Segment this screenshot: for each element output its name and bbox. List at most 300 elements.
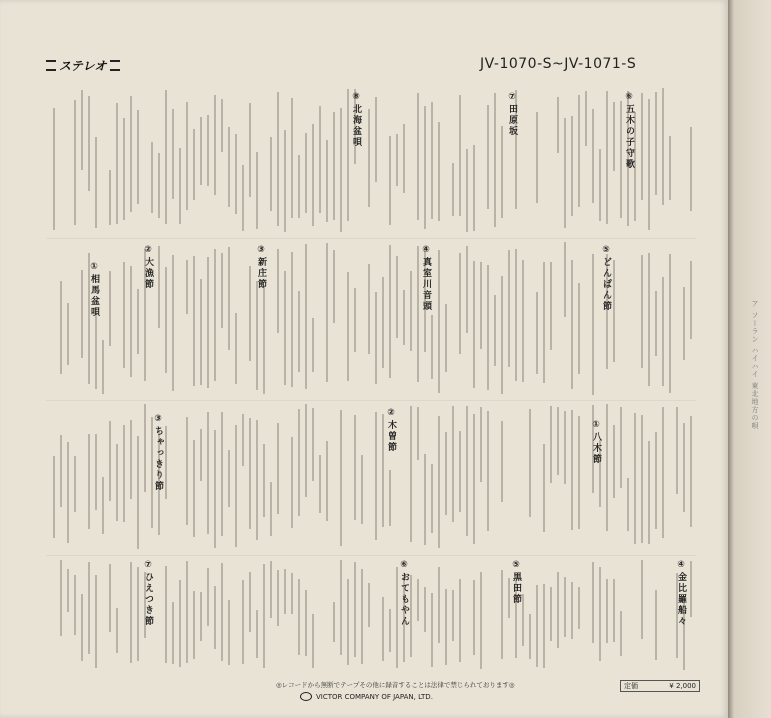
lyric-line	[424, 454, 426, 545]
lyric-line	[473, 580, 475, 655]
lyric-line	[501, 421, 503, 502]
lyric-line	[613, 102, 615, 171]
lyric-line	[354, 89, 356, 164]
lyric-line	[683, 423, 685, 512]
lyric-line	[417, 246, 419, 382]
lyric-line	[88, 562, 90, 654]
copyright-note: ◎レコードから無断でテープその他に録音することは法律で禁じられております◎	[276, 681, 515, 689]
lyric-line	[648, 253, 650, 386]
lyric-line	[592, 405, 594, 493]
lyric-line	[515, 249, 517, 381]
lyric-line	[564, 118, 566, 228]
lyric-line	[592, 254, 594, 395]
lyric-line	[256, 610, 258, 658]
lyric-line	[95, 434, 97, 510]
lyric-line	[564, 242, 566, 317]
lyric-line	[508, 578, 510, 618]
lyric-line	[228, 247, 230, 350]
lyric-line	[333, 602, 335, 642]
lyric-line	[347, 272, 349, 381]
lyric-line	[445, 304, 447, 372]
track-title: ⑥五木の子守歌	[624, 92, 634, 170]
lyric-line	[648, 99, 650, 230]
lyric-line	[228, 450, 230, 507]
lyric-line	[60, 435, 62, 507]
lyric-line	[249, 266, 251, 361]
lyric-line	[312, 318, 314, 372]
edge-text: ア ソーラン ハイハイ 東北地方の唄	[751, 300, 759, 430]
lyric-line	[291, 437, 293, 528]
lyric-line	[207, 568, 209, 626]
lyric-line	[333, 112, 335, 220]
track-title: ⑥おてもやん	[399, 560, 409, 627]
lyric-line	[354, 288, 356, 352]
lyric-line	[368, 109, 370, 207]
lyric-line	[144, 572, 146, 638]
lyric-line	[606, 254, 608, 369]
lyric-line	[256, 420, 258, 540]
lyric-line	[123, 262, 125, 368]
lyric-line	[578, 587, 580, 629]
price-label: 定価	[624, 682, 638, 690]
lyric-line	[137, 567, 139, 661]
track-title: ⑤黒田節	[511, 560, 521, 605]
track-title: ⑤どんぱん節	[601, 245, 611, 312]
lyric-line	[599, 440, 601, 507]
lyric-line	[522, 594, 524, 646]
lyric-line	[116, 103, 118, 224]
lyric-line	[662, 407, 664, 538]
lyric-line	[417, 93, 419, 220]
lyric-line	[543, 262, 545, 383]
lyric-line	[676, 407, 678, 494]
lyric-line	[382, 277, 384, 368]
lyric-line	[116, 444, 118, 521]
lyric-line	[571, 582, 573, 639]
track-title: ④金比羅船々	[676, 560, 686, 627]
lyric-line	[214, 586, 216, 649]
lyric-line	[578, 95, 580, 207]
lyric-line	[284, 271, 286, 385]
lyric-line	[634, 413, 636, 544]
lyric-line	[690, 127, 692, 211]
lyric-line	[403, 290, 405, 345]
lyric-line	[242, 580, 244, 664]
lyric-line	[627, 91, 629, 226]
lyric-line	[655, 291, 657, 356]
lyric-line	[571, 410, 573, 530]
lyric-line	[207, 412, 209, 534]
lyric-line	[662, 277, 664, 386]
lyric-line	[88, 434, 90, 529]
lyric-line	[606, 579, 608, 643]
lyric-line	[557, 407, 559, 475]
lyric-line	[578, 283, 580, 374]
lyric-line	[445, 589, 447, 665]
lyric-line	[207, 115, 209, 186]
lyric-line	[389, 245, 391, 378]
lyric-line	[221, 99, 223, 152]
lyric-line	[564, 577, 566, 637]
lyric-line	[200, 429, 202, 481]
lyric-line	[207, 257, 209, 388]
lyric-line	[634, 112, 636, 221]
lyric-line	[431, 464, 433, 533]
lyric-line	[494, 295, 496, 366]
lyric-line	[214, 95, 216, 195]
lyric-line	[431, 593, 433, 667]
price-value: ¥ 2,000	[669, 682, 696, 690]
lyric-line	[333, 250, 335, 323]
lyric-line	[396, 567, 398, 668]
catalog-number: JV-1070-S~JV-1071-S	[480, 56, 637, 72]
lyric-line	[137, 289, 139, 354]
lyric-line	[690, 561, 692, 617]
lyric-line	[382, 597, 384, 661]
lyric-line	[305, 133, 307, 213]
lyric-line	[298, 291, 300, 372]
lyric-line	[249, 572, 251, 632]
lyric-line	[620, 611, 622, 656]
lyric-line	[375, 412, 377, 540]
lyric-line	[473, 145, 475, 231]
lyric-line	[599, 567, 601, 661]
lyric-line	[683, 287, 685, 360]
lyric-line	[256, 281, 258, 390]
lyric-line	[235, 313, 237, 384]
lyric-line	[620, 407, 622, 488]
lyric-line	[200, 117, 202, 185]
lyric-line	[165, 267, 167, 373]
lyric-line	[102, 477, 104, 534]
lyric-line	[291, 252, 293, 387]
lyric-line	[354, 415, 356, 520]
lyric-line	[270, 137, 272, 211]
lyric-line	[375, 97, 377, 182]
company-line	[300, 692, 433, 701]
lyric-line	[690, 416, 692, 527]
lyric-line	[487, 265, 489, 390]
lyric-line	[676, 573, 678, 658]
lyric-line	[151, 142, 153, 213]
lyric-line	[396, 256, 398, 338]
lyric-line	[669, 136, 671, 200]
lyric-line	[270, 482, 272, 536]
lyric-line	[193, 591, 195, 659]
lyric-line	[515, 90, 517, 209]
band-divider	[46, 400, 696, 401]
lyric-line	[200, 592, 202, 641]
lyric-line	[263, 286, 265, 394]
lyric-line	[109, 564, 111, 632]
lyric-line	[466, 246, 468, 333]
track-title: ①相馬盆唄	[89, 262, 99, 318]
lyric-line	[473, 261, 475, 388]
lyric-line	[424, 246, 426, 352]
lyric-line	[438, 250, 440, 393]
lyric-line	[368, 583, 370, 627]
lyric-line	[508, 250, 510, 367]
company-name: VICTOR COMPANY OF JAPAN, LTD.	[316, 692, 433, 701]
lyric-line	[655, 432, 657, 529]
lyric-line	[95, 307, 97, 389]
lyric-line	[221, 412, 223, 536]
lyric-line	[438, 122, 440, 221]
lyric-line	[522, 260, 524, 382]
lyric-line	[186, 561, 188, 663]
lyric-line	[480, 407, 482, 482]
lyric-line	[81, 270, 83, 358]
lyric-line	[88, 253, 90, 384]
lyric-line	[319, 106, 321, 213]
lyric-line	[172, 255, 174, 391]
lyric-line	[242, 414, 244, 466]
track-title: ①八木節	[591, 420, 601, 465]
lyric-line	[81, 594, 83, 661]
lyric-line	[536, 112, 538, 203]
lyric-line	[221, 563, 223, 661]
lyric-line	[389, 136, 391, 225]
lyric-line	[228, 600, 230, 665]
lyric-line	[95, 137, 97, 228]
lyric-line	[312, 614, 314, 668]
lyric-line	[235, 425, 237, 547]
lyric-line	[186, 260, 188, 314]
lyric-line	[130, 562, 132, 663]
lyric-line	[326, 140, 328, 222]
lyric-line	[277, 570, 279, 626]
lyric-line	[459, 253, 461, 354]
lyric-line	[529, 409, 531, 517]
lyric-line	[536, 585, 538, 667]
lyric-line	[445, 432, 447, 515]
lyric-line	[655, 92, 657, 195]
lyric-line	[270, 561, 272, 618]
band-divider	[46, 555, 696, 556]
lyric-line	[130, 96, 132, 212]
lyric-line	[389, 470, 391, 526]
lyric-line	[564, 411, 566, 484]
lyric-line	[60, 560, 62, 636]
logo-bar-icon	[110, 60, 120, 71]
lyric-line	[88, 96, 90, 191]
lyric-line	[263, 564, 265, 668]
lyric-line	[214, 430, 216, 548]
stereo-logo	[46, 57, 136, 73]
lyric-line	[312, 408, 314, 481]
lyric-line	[109, 421, 111, 501]
lyric-line	[473, 414, 475, 544]
lyric-line	[487, 411, 489, 531]
lyric-line	[550, 262, 552, 350]
lyric-line	[165, 426, 167, 499]
lyric-line	[172, 602, 174, 664]
lyric-line	[298, 579, 300, 655]
lyric-line	[172, 109, 174, 199]
lyric-line	[340, 410, 342, 546]
lyric-line	[291, 573, 293, 614]
lyric-line	[53, 108, 55, 230]
track-title: ⑦田原坂	[507, 92, 517, 137]
lyric-line	[382, 414, 384, 527]
lyric-line	[221, 253, 223, 328]
lyric-line	[144, 249, 146, 381]
lyric-line	[459, 95, 461, 216]
lyric-line	[592, 562, 594, 643]
lyric-line	[557, 97, 559, 153]
lyric-line	[550, 406, 552, 483]
lyric-line	[466, 149, 468, 232]
lyric-line	[305, 244, 307, 389]
lyric-line	[655, 590, 657, 660]
lyric-line	[116, 608, 118, 653]
lyric-line	[431, 102, 433, 219]
lyric-line	[137, 436, 139, 549]
lyric-line	[284, 130, 286, 232]
lyric-line	[137, 110, 139, 204]
lyric-line	[74, 100, 76, 225]
lyric-line	[494, 93, 496, 227]
lyric-line	[193, 129, 195, 200]
lyric-line	[452, 590, 454, 641]
lyric-line	[158, 246, 160, 328]
lyric-line	[291, 98, 293, 218]
lyric-line	[431, 315, 433, 379]
lyric-line	[585, 91, 587, 146]
lyric-line	[165, 90, 167, 224]
lyric-line	[340, 560, 342, 655]
lyric-line	[305, 590, 307, 656]
lyric-line	[466, 406, 468, 536]
track-title: ②木曽節	[386, 408, 396, 453]
lyric-line	[571, 116, 573, 216]
lyric-line	[277, 92, 279, 226]
lyric-line	[501, 276, 503, 394]
lyric-line	[424, 587, 426, 632]
track-title: ③ちゃっきり節	[153, 414, 163, 492]
track-title: ⑦ひえつき節	[143, 560, 153, 627]
lyric-line	[102, 340, 104, 394]
lyric-line	[641, 415, 643, 543]
lyric-line	[403, 124, 405, 193]
lyric-line	[641, 93, 643, 200]
lyric-line	[347, 89, 349, 221]
lyric-line	[613, 579, 615, 642]
track-title: ③新庄節	[256, 245, 266, 290]
lyric-line	[130, 266, 132, 377]
band-divider	[46, 238, 696, 239]
lyric-line	[410, 271, 412, 351]
lyric-line	[438, 416, 440, 548]
lyric-line	[389, 609, 391, 652]
lyric-line	[214, 249, 216, 381]
lyric-line	[641, 560, 643, 639]
track-title: ④真室川音頭	[421, 245, 431, 312]
lyric-line	[193, 440, 195, 537]
lyric-line	[109, 271, 111, 346]
lyric-line	[284, 569, 286, 614]
lyric-line	[354, 562, 356, 657]
lyric-line	[417, 579, 419, 621]
lyric-line	[592, 109, 594, 203]
lyric-line	[60, 281, 62, 374]
lyric-line	[613, 260, 615, 362]
lyric-line	[599, 149, 601, 221]
lyric-line	[186, 417, 188, 525]
lyric-line	[298, 409, 300, 516]
lyric-line	[452, 406, 454, 522]
lyric-line	[459, 579, 461, 662]
lyric-line	[144, 404, 146, 492]
lyric-line	[179, 148, 181, 224]
lyric-line	[347, 579, 349, 665]
lyric-line	[319, 455, 321, 513]
lyric-line	[361, 455, 363, 524]
lyric-line	[123, 425, 125, 522]
lyric-line	[256, 152, 258, 229]
lyric-line	[158, 153, 160, 218]
lyric-line	[249, 418, 251, 529]
lyric-line	[620, 101, 622, 218]
lyric-line	[459, 431, 461, 512]
lyric-line	[326, 243, 328, 382]
lyric-line	[53, 456, 55, 538]
lyric-line	[683, 601, 685, 670]
lyric-line	[81, 90, 83, 170]
lyric-line	[536, 292, 538, 374]
lyric-line	[648, 441, 650, 544]
logo-bar-icon	[46, 60, 56, 71]
lyric-line	[305, 404, 307, 497]
lyric-line	[340, 108, 342, 232]
lyric-line	[249, 103, 251, 197]
lyric-line	[123, 118, 125, 220]
lyric-line	[312, 124, 314, 226]
lyric-line	[487, 105, 489, 209]
lyric-line	[438, 567, 440, 643]
lyric-line	[277, 423, 279, 514]
lyric-line	[557, 572, 559, 648]
lyric-line	[200, 279, 202, 385]
lyric-line	[662, 88, 664, 205]
lyric-line	[515, 580, 517, 658]
lyric-line	[690, 261, 692, 339]
lyric-line	[613, 425, 615, 498]
lyric-line	[571, 260, 573, 389]
lyric-line	[242, 165, 244, 231]
lyric-line	[501, 570, 503, 659]
lyric-line	[74, 456, 76, 512]
lyric-line	[368, 264, 370, 354]
lyric-line	[417, 407, 419, 460]
lyric-line	[480, 262, 482, 349]
lyric-line	[480, 572, 482, 669]
lyric-line	[375, 292, 377, 384]
lyric-line	[298, 155, 300, 218]
lyric-line	[543, 444, 545, 532]
lyric-line	[529, 614, 531, 659]
lyric-line	[550, 587, 552, 641]
track-title: ②大漁節	[143, 245, 153, 290]
lyric-line	[424, 106, 426, 229]
lyric-line	[228, 127, 230, 207]
lyric-line	[179, 580, 181, 667]
lyric-line	[95, 575, 97, 668]
lyric-line	[396, 134, 398, 186]
lyric-line	[501, 126, 503, 218]
lyric-line	[403, 578, 405, 662]
lyric-line	[578, 416, 580, 529]
